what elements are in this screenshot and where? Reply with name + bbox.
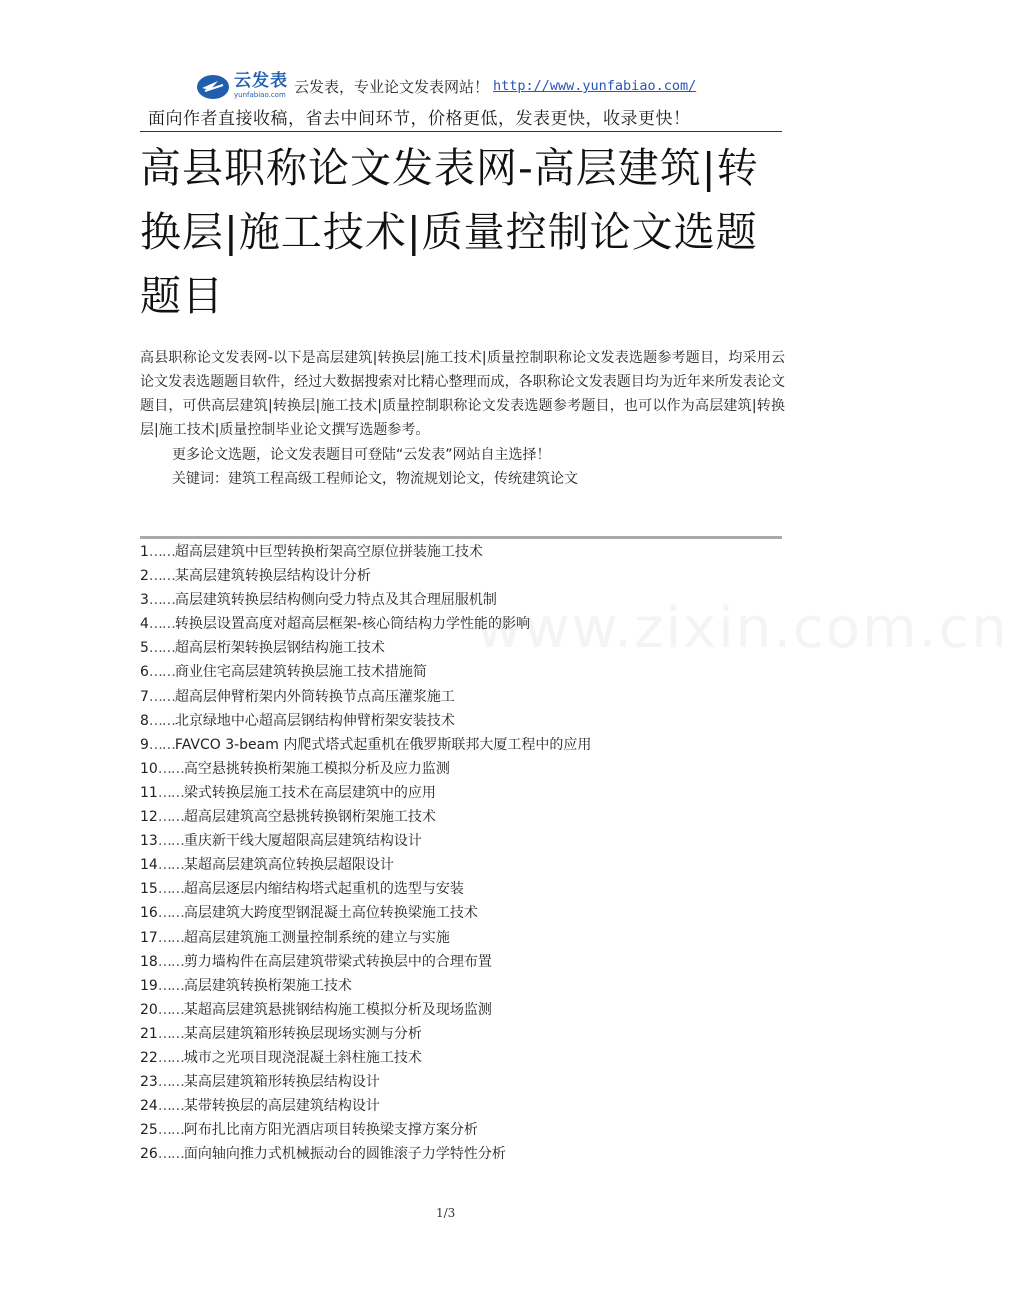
topic-item xyxy=(140,926,785,950)
topic-item xyxy=(140,950,785,974)
topic-separator: …… xyxy=(148,664,175,681)
topic-number: 21 xyxy=(140,1025,158,1042)
topic-title: 某高层建筑箱形转换层现场实测与分析 xyxy=(183,1025,422,1042)
topic-separator: …… xyxy=(157,760,184,777)
topic-item xyxy=(140,1022,785,1046)
header-divider xyxy=(140,131,782,132)
topic-title: 超高层伸臂桁架内外筒转换节点高压灌浆施工 xyxy=(174,688,455,705)
topic-number: 12 xyxy=(140,809,158,826)
topic-title: 某带转换层的高层建筑结构设计 xyxy=(183,1098,380,1115)
topic-separator: …… xyxy=(148,688,175,705)
topic-item xyxy=(140,781,785,805)
logo-name: 云发表 xyxy=(234,71,288,91)
topic-title: 阿布扎比南方阳光酒店项目转换梁支撑方案分析 xyxy=(183,1122,478,1139)
topic-title: 高层建筑转换层结构侧向受力特点及其合理屈服机制 xyxy=(174,592,497,609)
topic-title: 商业住宅高层建筑转换层施工技术措施简 xyxy=(174,664,427,681)
topic-separator: …… xyxy=(157,784,184,801)
site-logo[interactable] xyxy=(196,71,288,101)
watermark: www.zixin.com.cn xyxy=(476,596,1009,661)
topic-number: 25 xyxy=(140,1122,158,1139)
topic-separator: …… xyxy=(157,977,184,994)
topic-title: 北京绿地中心超高层钢结构伸臂桁架安装技术 xyxy=(174,712,455,729)
topic-number: 20 xyxy=(140,1001,158,1018)
logo-domain: yunfabiao.com xyxy=(234,91,286,99)
topic-number: 8 xyxy=(140,712,149,729)
topic-separator: …… xyxy=(157,881,184,898)
topic-title: 超高层桁架转换层钢结构施工技术 xyxy=(174,640,385,657)
topic-item xyxy=(140,540,785,564)
topic-item xyxy=(140,998,785,1022)
topic-title: 剪力墙构件在高层建筑带梁式转换层中的合理布置 xyxy=(183,953,492,970)
keywords-line: 关键词：建筑工程高级工程师论文，物流规划论文，传统建筑论文 xyxy=(172,471,578,487)
topic-number: 1 xyxy=(140,544,149,560)
topic-separator: …… xyxy=(157,1001,184,1018)
topic-number: 11 xyxy=(140,784,158,801)
topic-title: 超高层建筑高空悬挑转换钢桁架施工技术 xyxy=(183,809,436,826)
topic-number: 2 xyxy=(140,568,149,585)
topic-item xyxy=(140,757,785,781)
topic-separator: …… xyxy=(148,544,175,560)
topic-title: 某超高层建筑高位转换层超限设计 xyxy=(183,857,394,874)
topic-separator: …… xyxy=(157,1025,184,1042)
topic-number: 4 xyxy=(140,616,149,633)
topic-title: 转换层设置高度对超高层框架-核心筒结构力学性能的影响 xyxy=(174,616,530,633)
topic-separator: …… xyxy=(157,809,184,826)
topic-separator: …… xyxy=(157,1098,184,1115)
topic-title: 高空悬挑转换桁架施工模拟分析及应力监测 xyxy=(183,760,450,777)
topic-number: 16 xyxy=(140,905,158,922)
topic-separator: …… xyxy=(157,1049,184,1066)
topic-item xyxy=(140,1142,785,1166)
topic-number: 13 xyxy=(140,833,158,850)
topic-number: 22 xyxy=(140,1049,158,1066)
topic-title: 重庆新干线大厦超限高层建筑结构设计 xyxy=(183,833,422,850)
topic-number: 14 xyxy=(140,857,158,874)
topic-item xyxy=(140,1070,785,1094)
topic-number: 7 xyxy=(140,688,149,705)
topic-item xyxy=(140,709,785,733)
topic-separator: …… xyxy=(157,1122,184,1139)
list-divider xyxy=(140,536,782,539)
topic-separator: …… xyxy=(148,736,175,753)
topic-number: 6 xyxy=(140,664,149,681)
topic-item xyxy=(140,685,785,709)
topic-separator: …… xyxy=(157,1146,184,1163)
topic-number: 24 xyxy=(140,1098,158,1115)
topic-number: 26 xyxy=(140,1146,158,1163)
topic-item xyxy=(140,564,785,588)
topic-title: 高层建筑大跨度型钢混凝土高位转换梁施工技术 xyxy=(183,905,478,922)
topic-title: 城市之光项目现浇混凝土斜柱施工技术 xyxy=(183,1049,422,1066)
topic-number: 3 xyxy=(140,592,149,609)
topic-title: 面向轴向推力式机械振动台的圆锥滚子力学特性分析 xyxy=(183,1146,506,1163)
topic-separator: …… xyxy=(157,1074,184,1091)
topic-separator: …… xyxy=(157,833,184,850)
topic-title: 超高层建筑中巨型转换桁架高空原位拼装施工技术 xyxy=(174,544,483,560)
topic-separator: …… xyxy=(148,568,175,585)
topic-title: 梁式转换层施工技术在高层建筑中的应用 xyxy=(183,784,436,801)
topic-item xyxy=(140,1094,785,1118)
topic-title: 超高层建筑施工测量控制系统的建立与实施 xyxy=(183,929,450,946)
topic-number: 18 xyxy=(140,953,158,970)
document-title: 高县职称论文发表网-高层建筑|转换层|施工技术|质量控制论文选题题目 xyxy=(140,144,759,320)
topic-number: 23 xyxy=(140,1074,158,1091)
topic-separator: …… xyxy=(157,905,184,922)
topic-title: 某高层建筑箱形转换层结构设计 xyxy=(183,1074,380,1091)
intro-paragraph: 高县职称论文发表网-以下是高层建筑|转换层|施工技术|质量控制职称论文发表选题参考题目，均采用云论文发表选题题目软件，经过大数据搜索对比精心整理而成，各职称论文发表题目均为近年来所发表论文题目，可供高层建筑|转换层|施工技术|质量控制职称论文发表选题参考题目，也可以作为高层建筑|转换层|施工技术|质量控制毕业论文撰写选题参考。 xyxy=(140,350,785,438)
header-tagline: 云发表，专业论文发表网站！ xyxy=(294,77,490,96)
topic-separator: …… xyxy=(157,953,184,970)
topic-item xyxy=(140,1118,785,1142)
topic-title: 超高层逐层内缩结构塔式起重机的选型与安装 xyxy=(183,881,464,898)
topic-number: 9 xyxy=(140,736,149,753)
topic-item xyxy=(140,901,785,925)
header-slogan: 面向作者直接收稿，省去中间环节，价格更低，发表更快，收录更快！ xyxy=(148,109,691,129)
topic-number: 19 xyxy=(140,977,158,994)
topic-item xyxy=(140,1046,785,1070)
page-number: 1/3 xyxy=(436,1206,456,1220)
topic-title: 某超高层建筑悬挑钢结构施工模拟分析及现场监测 xyxy=(183,1001,492,1018)
topic-separator: …… xyxy=(148,712,175,729)
topic-number: 17 xyxy=(140,929,158,946)
topic-item xyxy=(140,877,785,901)
site-header xyxy=(196,68,696,104)
site-url-link[interactable]: http://www.yunfabiao.com/ xyxy=(493,78,697,94)
more-topics-note: 更多论文选题，论文发表题目可登陆“云发表”网站自主选择！ xyxy=(172,447,551,463)
topic-separator: …… xyxy=(157,929,184,946)
topic-title: 高层建筑转换桁架施工技术 xyxy=(183,977,352,994)
topic-item xyxy=(140,829,785,853)
topic-item xyxy=(140,733,785,757)
topic-number: 15 xyxy=(140,881,158,898)
topic-separator: …… xyxy=(148,640,175,657)
topic-item xyxy=(140,974,785,998)
topic-item xyxy=(140,660,785,684)
topic-item xyxy=(140,853,785,877)
topic-separator: …… xyxy=(157,857,184,874)
topic-item xyxy=(140,805,785,829)
topic-separator: …… xyxy=(148,616,175,633)
topic-number: 5 xyxy=(140,640,149,657)
topic-title: FAVCO 3-beam 内爬式塔式起重机在俄罗斯联邦大厦工程中的应用 xyxy=(174,736,592,753)
topic-title: 某高层建筑转换层结构设计分析 xyxy=(174,568,371,585)
topic-number: 10 xyxy=(140,760,158,777)
cloud-logo-icon xyxy=(196,71,230,101)
topic-separator: …… xyxy=(148,592,175,609)
